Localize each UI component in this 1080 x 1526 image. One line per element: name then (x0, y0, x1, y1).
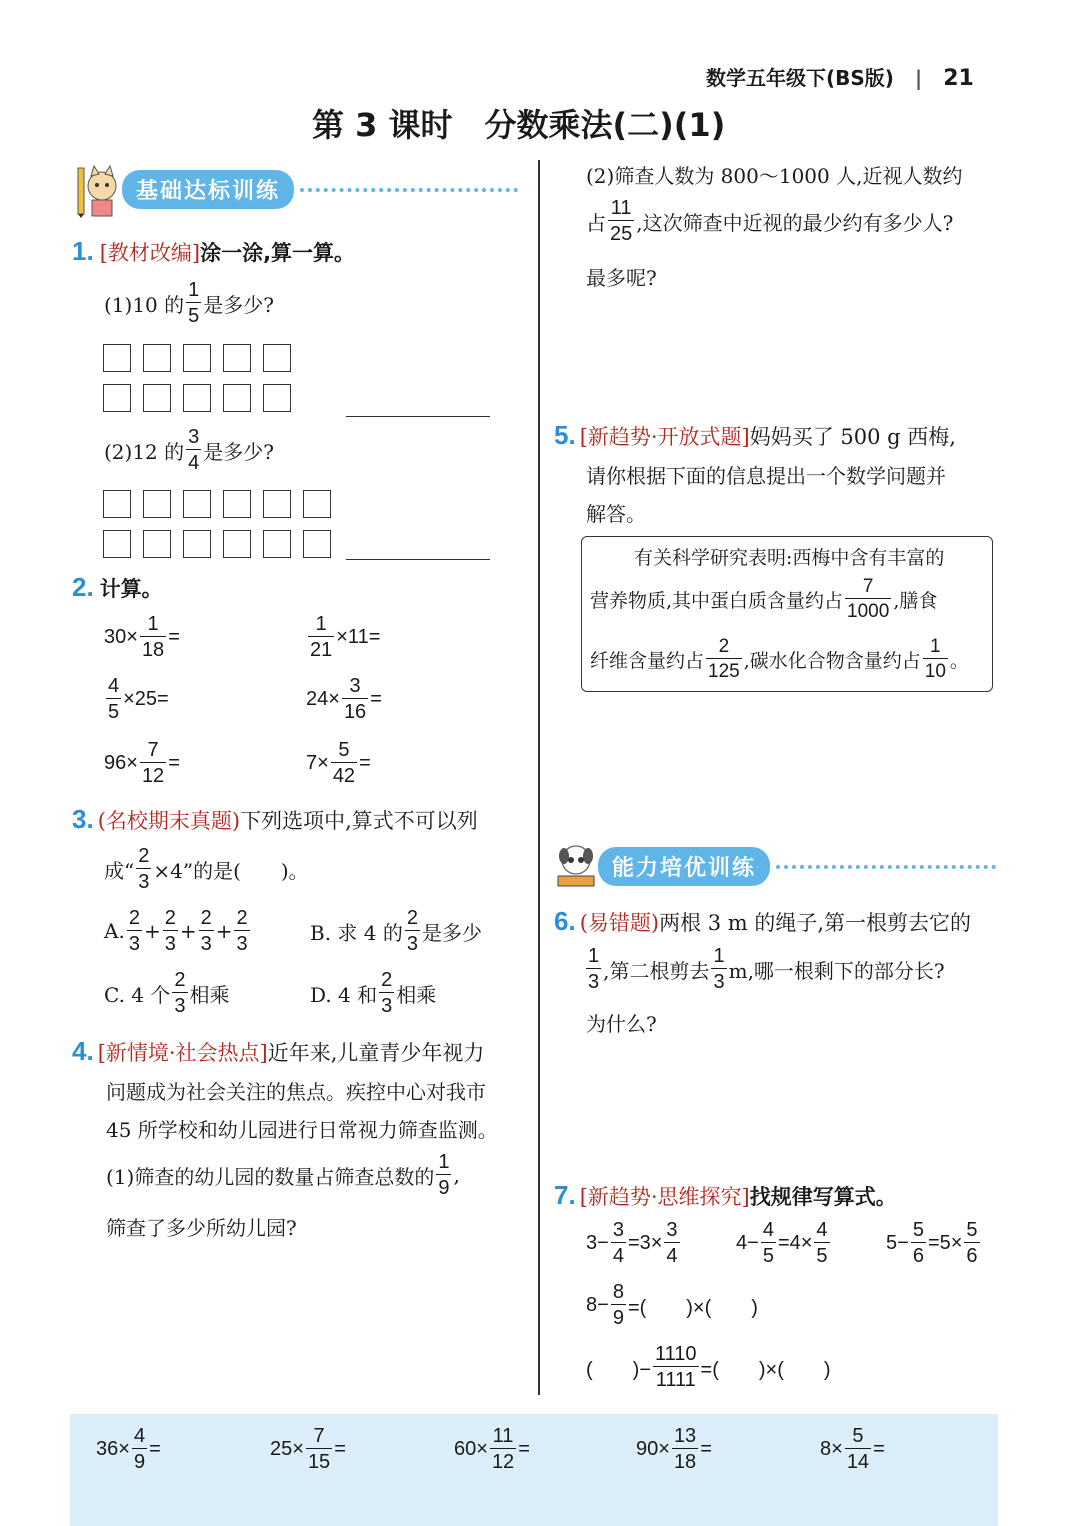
q1-grid1[interactable] (103, 344, 291, 412)
q6-heading (554, 906, 971, 937)
q3-option-b[interactable]: B. 求 4 的 2 3 是多少 (310, 907, 482, 955)
q7-expr-1: 3− $\frac{3}{4}$ =3× $\frac{3}{4}$ (586, 1219, 678, 1267)
q1-answer-line-2[interactable] (346, 558, 490, 560)
q4-line3: 45 所学校和幼儿园进行日常视力筛查监测。 (106, 1118, 498, 1142)
q6-line1: 两根 3 m 的绳子,第一根剪去它的 (659, 910, 972, 935)
q5-tag: [新趋势·开放式题] (579, 424, 750, 449)
q5-line1: 妈妈买了 500 g 西梅, (749, 424, 956, 449)
section-banner-ability (554, 842, 996, 890)
q1-p1-pre: (1)10 的 (104, 292, 185, 317)
q3-tag: (名校期末真题) (97, 808, 241, 833)
q1-part1 (104, 280, 274, 326)
q1-answer-line-1[interactable] (346, 415, 490, 417)
q6-line3: 为什么? (586, 1012, 657, 1036)
page-header: 数学五年级下(BS版) | 21 (706, 66, 974, 91)
cat-pencil-icon (74, 160, 122, 218)
q3-text: 下列选项中,算式不可以列 (240, 808, 478, 833)
q4-number: 4. (72, 1036, 94, 1066)
q2-item: $\frac{4}{5}$ ×25= (108, 675, 169, 723)
q1-text: 涂一涂,算一算。 (200, 240, 356, 265)
book-title: 数学五年级下(BS版) (706, 66, 894, 90)
q2-item: 7× $\frac{5}{42}$ = (306, 739, 371, 787)
fraction: 3 4 (188, 426, 200, 474)
q5-heading (554, 420, 956, 451)
q4-tag: [新情境·社会热点] (97, 1040, 268, 1065)
q2-item: 30× $\frac{1}{18}$ = (104, 613, 180, 661)
q3-number: 3. (72, 804, 94, 834)
q5-info-line2: 营养物质,其中蛋白质含量约占 7 1000 ,膳食 (590, 576, 938, 622)
q2-number: 2. (72, 572, 94, 602)
q7-heading (554, 1180, 897, 1211)
q4-line1: 近年来,儿童青少年视力 (267, 1040, 485, 1065)
lesson-title: 第 3 课时 分数乘法(二)(1) (312, 106, 726, 144)
q2-item: $\frac{1}{21}$ ×11= (310, 613, 381, 661)
q3-heading (72, 804, 478, 835)
q4-part1-line2: 筛查了多少所幼儿园? (106, 1216, 297, 1240)
dots-decoration (776, 863, 996, 869)
section-banner-basic (74, 160, 518, 218)
page-number: 21 (943, 66, 974, 91)
q3-option-a[interactable]: A. 2 3 + $\frac{2}{3}$ + $\frac{2}{3}$ + $\frac{2}{3}$ (104, 907, 248, 955)
q1-heading (72, 236, 355, 267)
dots-decoration (300, 186, 518, 192)
q5-line3: 解答。 (586, 502, 646, 526)
q6-tag: (易错题) (579, 910, 660, 935)
q7-expr-3: 5− $\frac{5}{6}$ =5× $\frac{5}{6}$ (886, 1219, 978, 1267)
q5-info-box (581, 536, 993, 692)
q5-info-line3: 纤维含量约占 2 125 ,碳水化合物含量约占 1 10 。 (590, 636, 969, 682)
section-title-ability: 能力培优训练 (598, 847, 770, 886)
q4-part2-line3: 最多呢? (586, 266, 657, 290)
q4-part2-line1: (2)筛查人数为 800～1000 人,近视人数约 (586, 164, 963, 188)
q1-p2-post: 是多少? (203, 439, 274, 464)
q3-line2: 成“ $\frac{2}{3}$ ×4”的是( )。 (104, 845, 309, 893)
q7-expr-5[interactable]: ( )− $\frac{1110}{1111}$ =( )×( ) (586, 1343, 831, 1391)
q1-grid2[interactable] (103, 490, 331, 558)
q4-heading (72, 1036, 484, 1067)
q7-tag: [新趋势·思维探究] (579, 1184, 750, 1209)
dog-reading-icon (554, 842, 598, 890)
q1-number: 1. (72, 236, 94, 266)
q7-number: 7. (554, 1180, 576, 1210)
q1-tag: [教材改编] (99, 240, 201, 265)
q6-number: 6. (554, 906, 576, 936)
q3-option-c[interactable]: C. 4 个 2 3 相乘 (104, 969, 230, 1017)
q3-option-d[interactable]: D. 4 和 2 3 相乘 (310, 969, 437, 1017)
q5-line2: 请你根据下面的信息提出一个数学问题并 (586, 464, 946, 488)
q2-item: 96× $\frac{7}{12}$ = (104, 739, 180, 787)
footer-item: 36× $\frac{4}{9}$ = (96, 1425, 161, 1473)
q7-expr-2: 4− $\frac{4}{5}$ =4× $\frac{4}{5}$ (736, 1219, 828, 1267)
q2-text: 计算。 (99, 576, 163, 601)
q1-p2-pre: (2)12 的 (104, 439, 185, 464)
q5-number: 5. (554, 420, 576, 450)
q4-part1: (1)筛查的幼儿园的数量占筛查总数的 1 9 , (106, 1151, 460, 1199)
q2-item: 24× $\frac{3}{16}$ = (306, 675, 382, 723)
q4-part2-line2: 占 11 25 ,这次筛查中近视的最少约有多少人? (586, 197, 954, 245)
q1-p1-post: 是多少? (203, 292, 274, 317)
section-title-basic: 基础达标训练 (122, 170, 294, 209)
q2-heading (72, 572, 163, 603)
footer-item: 25× $\frac{7}{15}$ = (270, 1425, 346, 1473)
q6-line2: 1 3 ,第二根剪去 1 3 m,哪一根剩下的部分长? (588, 945, 945, 993)
footer-item: 90× $\frac{13}{18}$ = (636, 1425, 712, 1473)
fraction: 1 5 (188, 279, 200, 327)
footer-item: 60× $\frac{11}{12}$ = (454, 1425, 530, 1473)
q1-part2 (104, 427, 274, 473)
q7-text: 找规律写算式。 (749, 1184, 897, 1209)
q7-expr-4[interactable]: 8− $\frac{8}{9}$ =( )×( ) (586, 1281, 758, 1329)
column-divider (538, 160, 540, 1395)
footer-item: 8× $\frac{5}{14}$ = (820, 1425, 885, 1473)
q5-info-line1: 有关科学研究表明:西梅中含有丰富的 (634, 547, 945, 569)
q4-line2: 问题成为社会关注的焦点。疾控中心对我市 (106, 1080, 486, 1104)
